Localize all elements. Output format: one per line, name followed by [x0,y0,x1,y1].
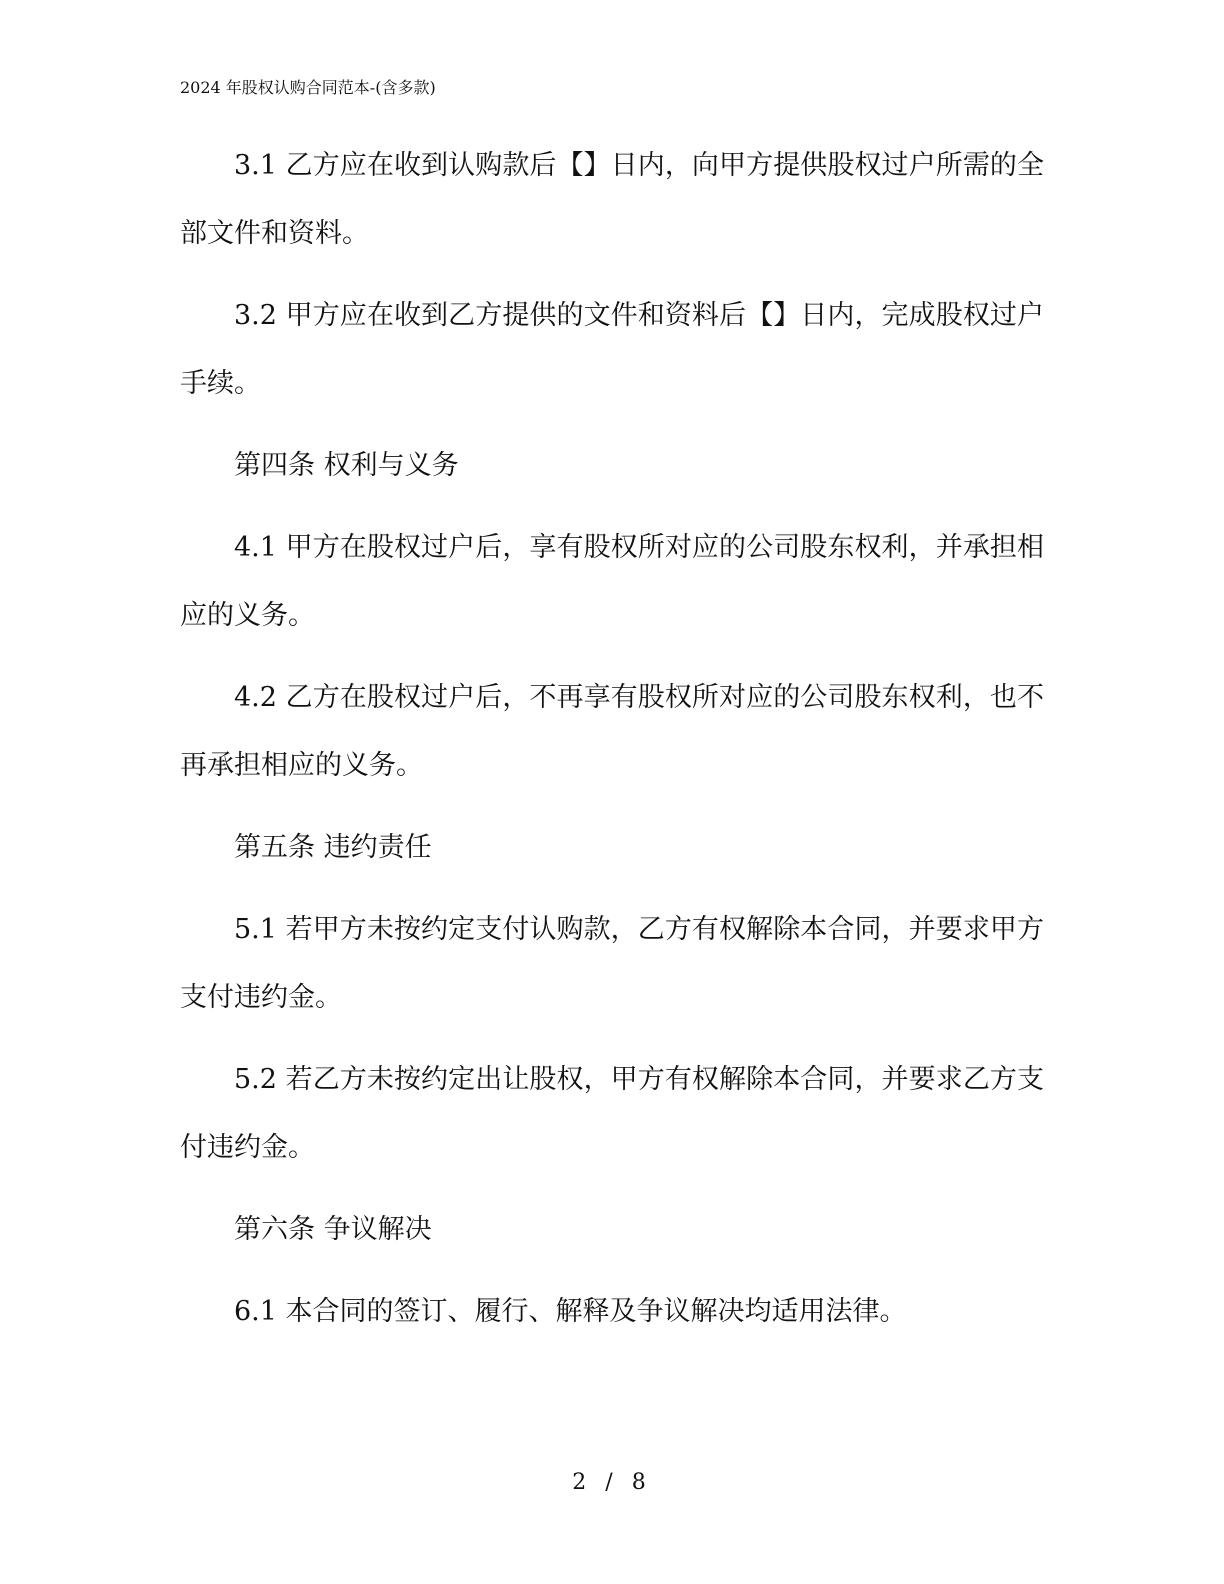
document-body [180,132,1044,1360]
clause-4-1: 4.1 甲方在股权过户后，享有股权所对应的公司股东权利，并承担相应的义务。 [180,532,1044,631]
clause-3-1: 3.1 乙方应在收到认购款后【】日内，向甲方提供股权过户所需的全部文件和资料。 [180,150,1044,249]
clause-5-1: 5.1 若甲方未按约定支付认购款，乙方有权解除本合同，并要求甲方支付违约金。 [180,914,1044,1013]
clause-5-2: 5.2 若乙方未按约定出让股权，甲方有权解除本合同，并要求乙方支付违约金。 [180,1064,1044,1163]
clause-4-2: 4.2 乙方在股权过户后，不再享有股权所对应的公司股东权利，也不再承担相应的义务。 [180,682,1044,781]
article-4-heading: 第四条 权利与义务 [234,450,459,481]
clause-3-2: 3.2 甲方应在收到乙方提供的文件和资料后【】日内，完成股权过户手续。 [180,300,1044,399]
clause-6-1: 6.1 本合同的签订、履行、解释及争议解决均适用法律。 [234,1296,907,1327]
page-number: 2 / 8 [572,1470,652,1495]
article-5-heading: 第五条 违约责任 [234,832,432,863]
article-6-heading: 第六条 争议解决 [234,1214,432,1245]
running-header: 2024 年股权认购合同范本-(含多款) [180,78,436,97]
